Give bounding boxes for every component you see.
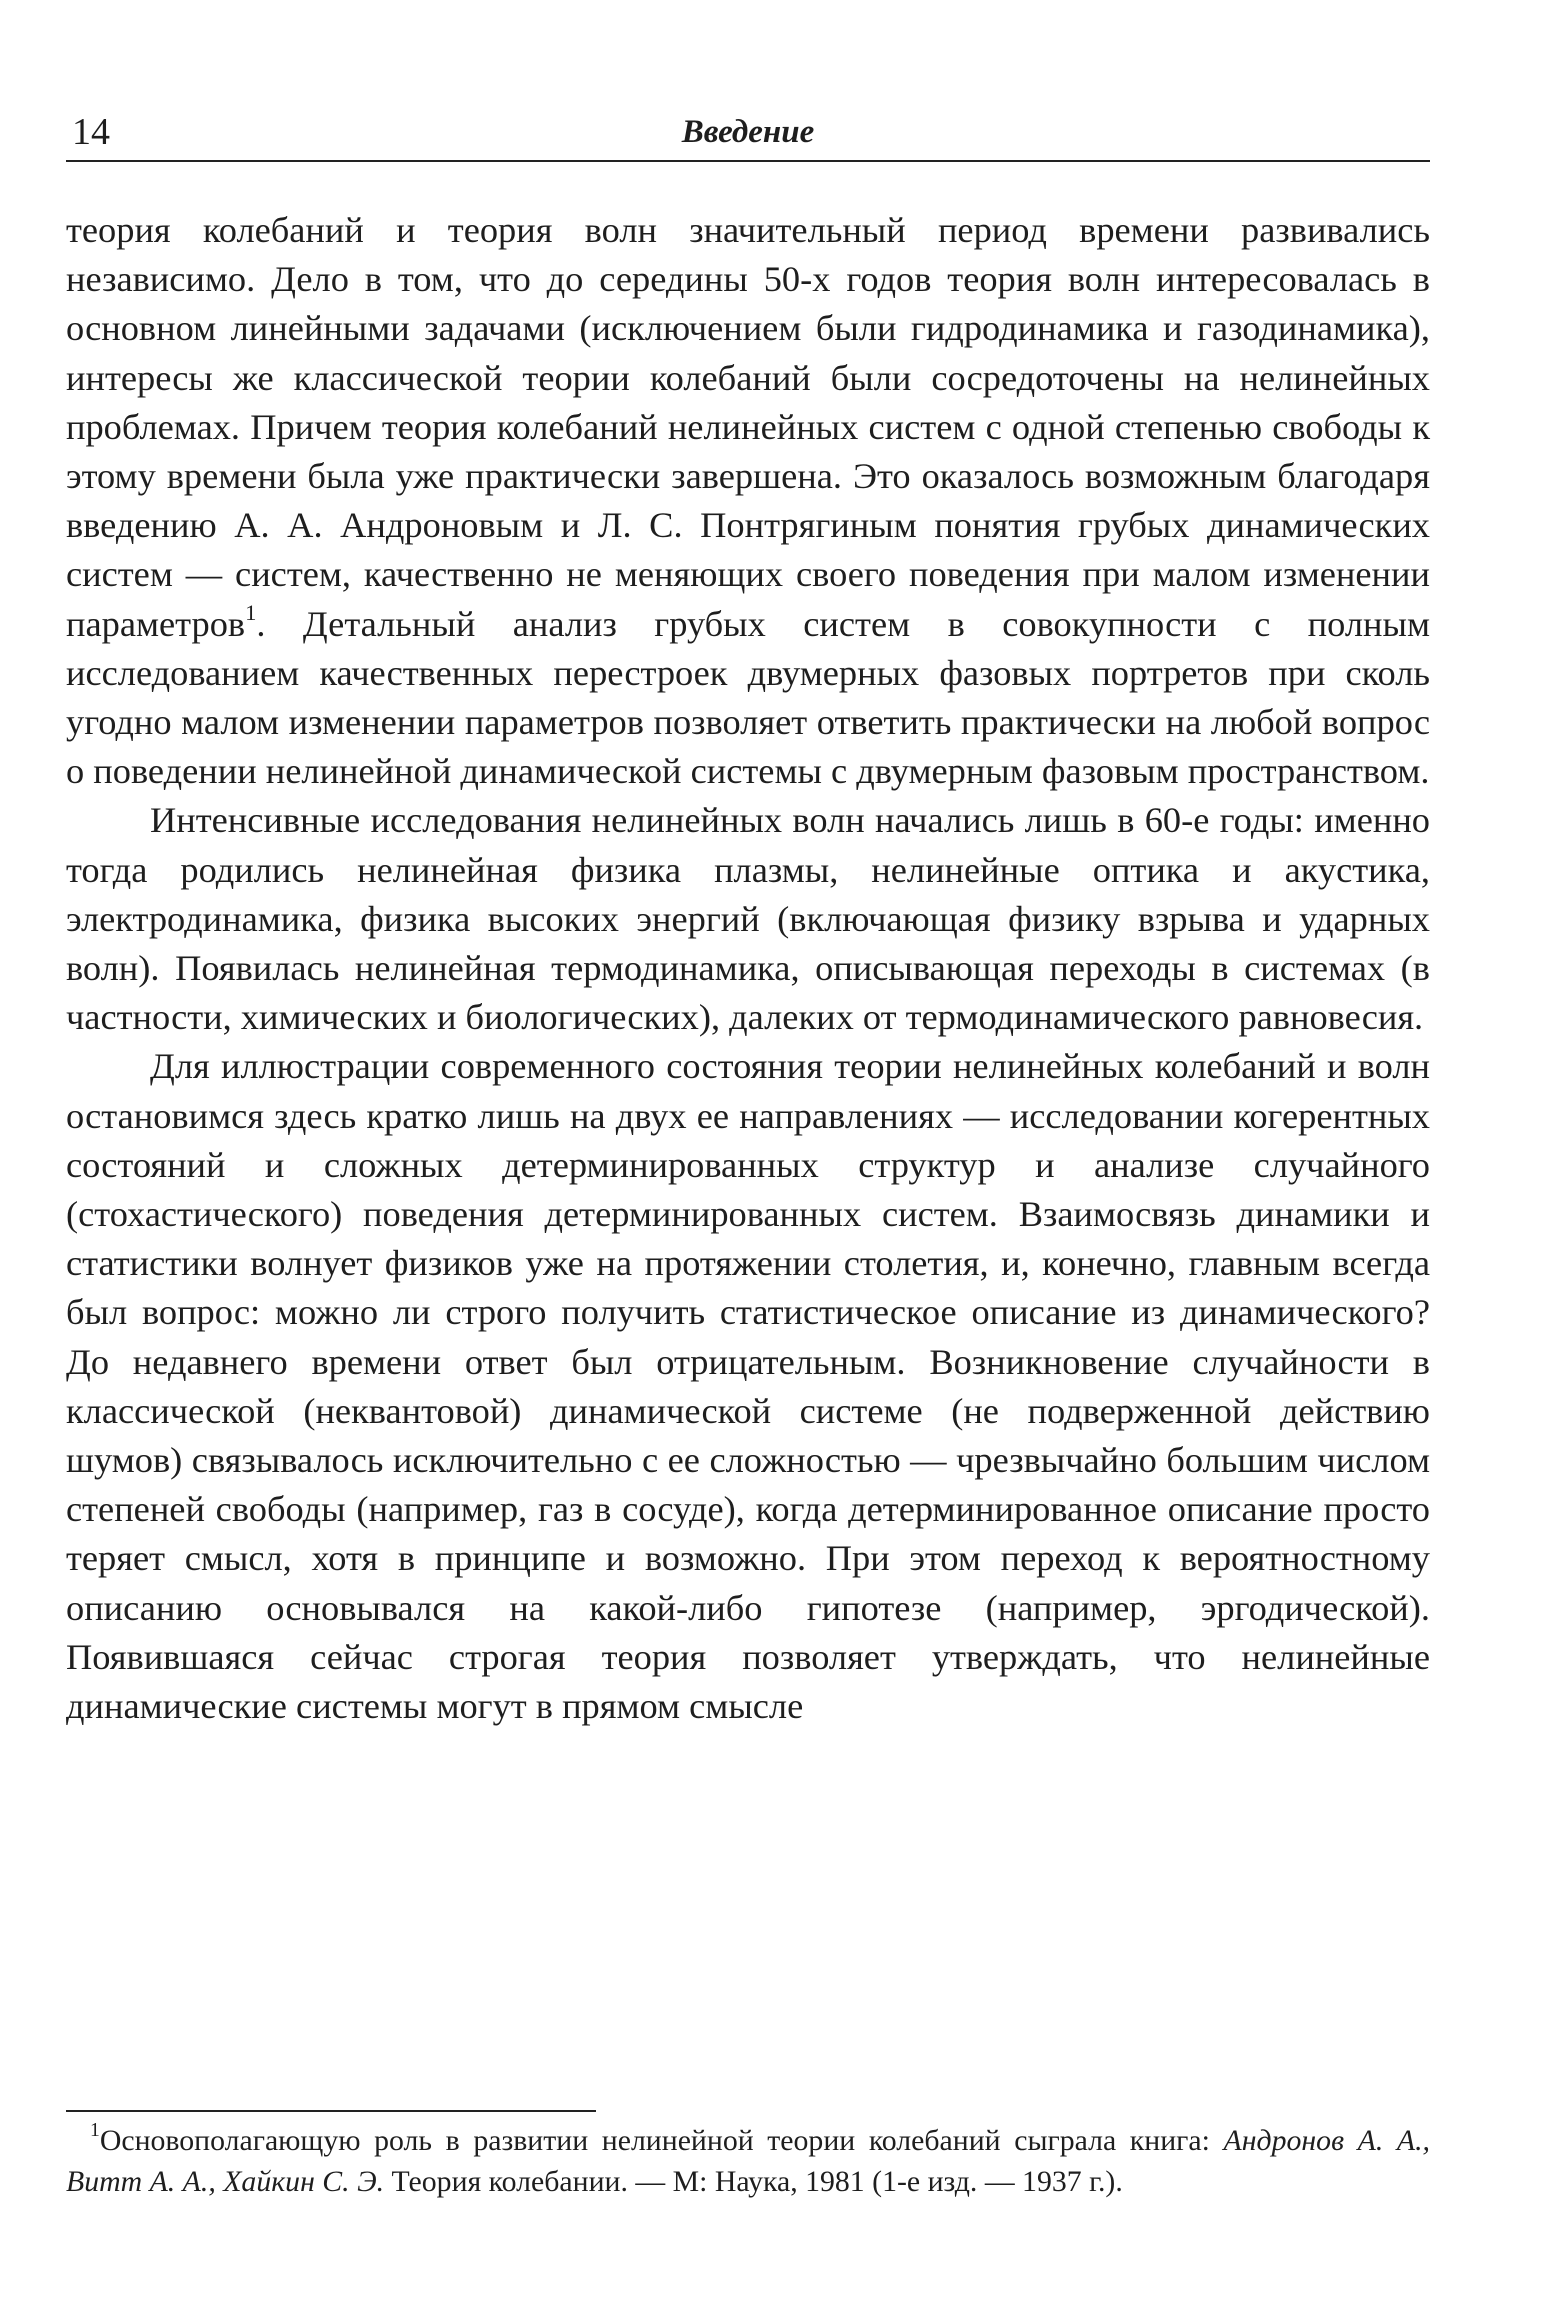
footnote-text <box>66 2120 1430 2202</box>
footnote-divider <box>66 2110 596 2112</box>
paragraph-1 <box>66 206 1430 796</box>
body-text <box>66 206 1430 1731</box>
footnote-marker: 1 <box>90 2118 100 2141</box>
paragraph-3: Для иллюстрации современного состояния теории нелинейных колебаний и волн остановимся здесь кратко лишь на двух ее направлениях — исследовании когерентных состояний и сложных детерминированных структур и анализе случайного (стохастического) поведения детерминированных систем. Взаимосвязь динамики и статистики волнует физиков уже на протяжении столетия, и, конечно, главным всегда был вопрос: можно ли строго получить статистическое описание из динамического? До недавнего времени ответ был отрицательным. Возникновение случайности в классической (неквантовой) динамической системе (не подверженной действию шумов) связывалось исключительно с ее сложностью — чрезвычайно большим числом степеней свободы (например, газ в сосуде), когда детерминированное описание просто теряет смысл, хотя в принципе и возможно. При этом переход к вероятностному описанию основывался на какой-либо гипотезе (например, эргодической). Появившаяся сейчас строгая теория позволяет утверждать, что нелинейные динамические системы могут в прямом смысле <box>66 1046 1430 1727</box>
paragraph-1-text-start: теория колебаний и теория волн значительный период времени развивались независимо. Дело в том, что до середины 50-х годов теория волн интересовалась в основном линейными задачами (исключением были гидродинамика и газодинамика), интересы же классической теории колебаний были сосредоточены на нелинейных проблемах. Причем теория колебаний нелинейных систем с одной степенью свободы к этому времени была уже практически завершена. Это оказалось возможным благодаря введению А. А. Андроновым и Л. С. Понтрягиным понятия грубых динамических систем — систем, качественно не меняющих своего поведения при малом изменении параметров <box>66 210 1430 644</box>
footnote-text-start: Основополагающую роль в развитии нелинейной теории колебаний сыграла книга: <box>99 2124 1224 2157</box>
footnote-text-end: Теория колебании. — М: Наука, 1981 (1-е изд. — 1937 г.). <box>384 2165 1123 2198</box>
page-number: 14 <box>72 111 110 153</box>
footnote-reference[interactable]: 1 <box>245 599 257 625</box>
paragraph-1-text-end: . Детальный анализ грубых систем в совокупности с полным исследованием качественных перестроек двумерных фазовых портретов при сколь угодно малом изменении параметров позволяет ответить практически на любой вопрос о поведении нелинейной динамической системы с двумерным фазовым пространством. <box>66 603 1430 792</box>
paragraph-2: Интенсивные исследования нелинейных волн начались лишь в 60-е годы: именно тогда родились нелинейная физика плазмы, нелинейные оптика и акустика, электродинамика, физика высоких энергий (включающая физику взрыва и ударных волн). Появилась нелинейная термодинамика, описывающая переходы в системах (в частности, химических и биологических), далеких от термодинамического равновесия. <box>66 800 1430 1038</box>
footnote <box>66 2120 1430 2202</box>
footnote-authors: Андронов А. А., Витт А. А., Хайкин С. Э. <box>66 2124 1430 2198</box>
running-title: Введение <box>681 114 815 150</box>
running-header <box>66 104 1430 162</box>
